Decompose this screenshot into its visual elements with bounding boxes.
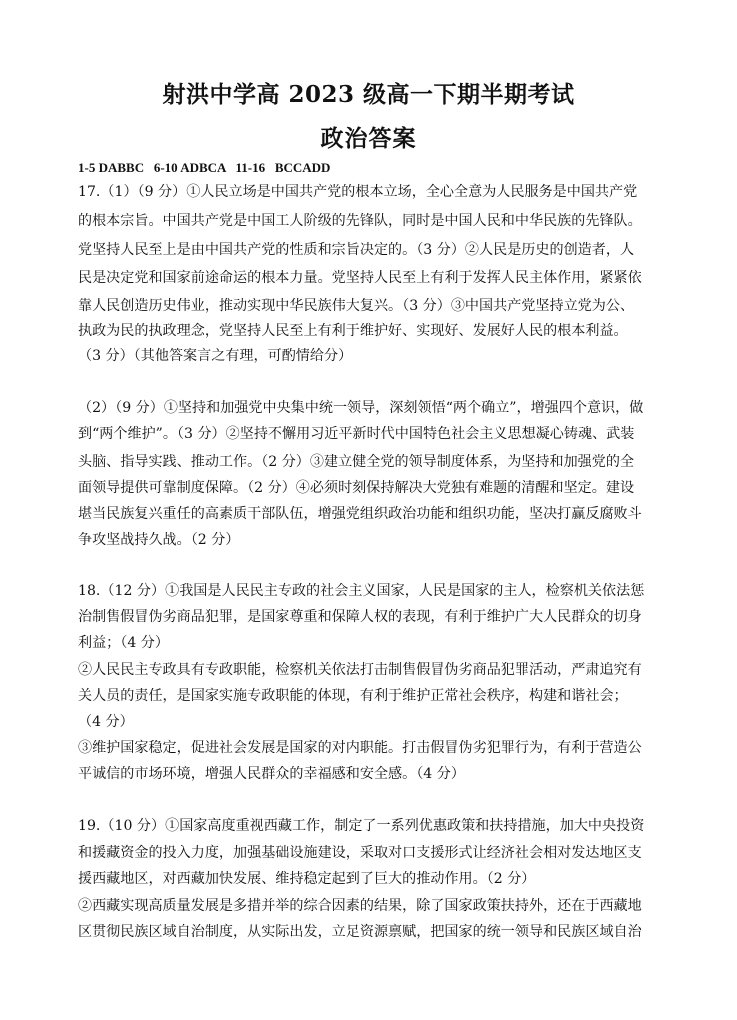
answer-line: （2）（9 分）①坚持和加强党中央集中统一领导，深刻领悟“两个确立”，增强四个意识，做 bbox=[78, 400, 644, 416]
answer-subtitle: 政治答案 bbox=[320, 125, 417, 152]
answer-line: 党坚持人民至上是由中国共产党的性质和宗旨决定的。（3 分）②人民是历史的创造者，人 bbox=[78, 242, 635, 258]
answer-line: 18.（12 分）①我国是人民民主专政的社会主义国家，人民是国家的主人，检察机关依法惩 bbox=[78, 583, 645, 599]
answer-line: （3 分）（其他答案言之有理，可酌情给分） bbox=[78, 348, 353, 364]
answer-line: 的根本宗旨。中国共产党是中国工人阶级的先锋队，同时是中国人民和中华民族的先锋队。 bbox=[78, 213, 642, 229]
answer-line: 治制售假冒伪劣商品犯罪，是国家尊重和保障人权的表现，有利于维护广大人民群众的切身 bbox=[78, 609, 642, 625]
answer-line: 17.（1）（9 分）①人民立场是中国共产党的根本立场，全心全意为人民服务是中国共产党 bbox=[78, 184, 638, 200]
answer-line: 利益；（4 分） bbox=[78, 635, 169, 651]
answer-line: （4 分） bbox=[78, 714, 134, 730]
answer-line: 执政为民的执政理念，党坚持人民至上有利于维护好、实现好、发展好人民的根本利益。 bbox=[78, 323, 628, 339]
answer-line: 争攻坚战持久战。（2 分） bbox=[78, 532, 240, 548]
answer-line: ③维护国家稳定，促进社会发展是国家的对内职能。打击假冒伪劣犯罪行为，有利于营造公 bbox=[78, 740, 642, 756]
answer-line: 关人员的责任，是国家实施专政职能的体现，有利于维护正常社会秩序，构建和谐社会； bbox=[78, 688, 628, 704]
answer-line: 头脑、指导实践、推动工作。（2 分）③建立健全党的领导制度体系，为坚持和加强党的全 bbox=[78, 454, 635, 470]
answer-line: ②西藏实现高质量发展是多措并举的综合因素的结果，除了国家政策扶持外，还在于西藏地 bbox=[78, 898, 642, 914]
answer-line: ②人民民主专政具有专政职能，检察机关依法打击制售假冒伪劣商品犯罪活动，严肃追究有 bbox=[78, 662, 642, 678]
answer-line: 区贯彻民族区域自治制度，从实际出发，立足资源禀赋，把国家的统一领导和民族区域自治 bbox=[78, 924, 642, 940]
answer-line: 平诚信的市场环境，增强人民群众的幸福感和安全感。（4 分） bbox=[78, 766, 465, 782]
answer-line: 民是决定党和国家前途命运的根本力量。党坚持人民至上有利于发挥人民主体作用，紧紧依 bbox=[78, 270, 642, 286]
answer-line: 到“两个维护”。（3 分）②坚持不懈用习近平新时代中国特色社会主义思想凝心铸魂、武装 bbox=[78, 426, 635, 442]
exam-title: 射洪中学高 2023 级高一下期半期考试 bbox=[162, 81, 575, 108]
choice-answers: 1-5 DABBC 6-10 ADBCA 11-16 BCCADD bbox=[78, 160, 331, 175]
answer-line: 和援藏资金的投入力度，加强基础设施建设，采取对口支援形式让经济社会相对发达地区支 bbox=[78, 845, 642, 861]
answer-line: 19.（10 分）①国家高度重视西藏工作，制定了一系列优惠政策和扶持措施，加大中央投资 bbox=[78, 818, 645, 834]
answer-line: 援西藏地区，对西藏加快发展、维持稳定起到了巨大的推动作用。（2 分） bbox=[78, 871, 536, 887]
answer-line: 堪当民族复兴重任的高素质干部队伍，增强党组织政治功能和组织功能，坚决打赢反腐败斗 bbox=[78, 506, 642, 522]
answer-line: 面领导提供可靠制度保障。（2 分）④必须时刻保持解决大党独有难题的清醒和坚定。建设 bbox=[78, 480, 635, 496]
answer-line: 靠人民创造历史伟业，推动实现中华民族伟大复兴。（3 分）③中国共产党坚持立党为公、 bbox=[78, 298, 635, 314]
